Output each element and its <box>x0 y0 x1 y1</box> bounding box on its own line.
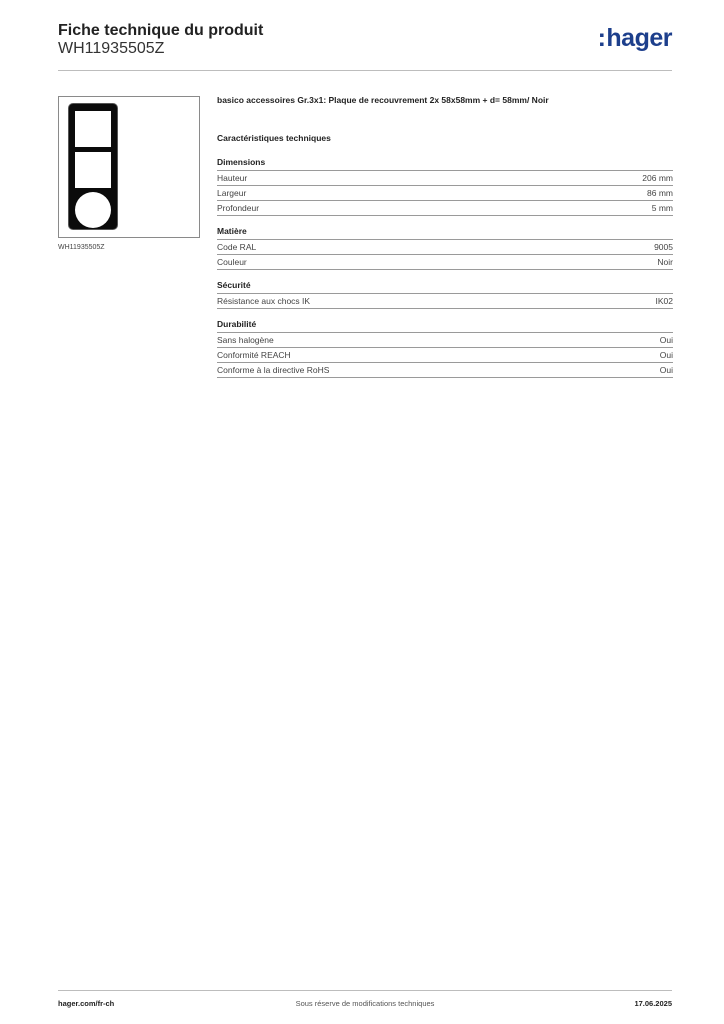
product-image <box>58 96 200 238</box>
spec-value: IK02 <box>655 296 673 306</box>
spec-row <box>217 333 673 348</box>
group-title: Matière <box>217 226 673 240</box>
spec-label: Conforme à la directive RoHS <box>217 365 330 375</box>
group-durability <box>217 319 673 378</box>
hager-logo: :hager <box>597 24 672 52</box>
spec-value: Oui <box>659 335 673 345</box>
spec-label: Sans halogène <box>217 335 274 345</box>
footer-notice: Sous réserve de modifications techniques <box>295 999 435 1008</box>
group-title: Sécurité <box>217 280 673 294</box>
spec-row <box>217 201 673 216</box>
section-heading: Caractéristiques techniques <box>217 133 331 143</box>
spec-value: Oui <box>659 365 673 375</box>
round-opening-bottom <box>75 192 111 228</box>
spec-row <box>217 240 673 255</box>
spec-row <box>217 171 673 186</box>
square-opening-middle <box>75 152 111 188</box>
footer-date: 17.06.2025 <box>634 999 672 1008</box>
spec-value: Noir <box>657 257 673 267</box>
spec-label: Conformité REACH <box>217 350 291 360</box>
spec-row <box>217 363 673 378</box>
page-footer <box>58 990 672 1015</box>
website-link[interactable]: hager.com/fr-ch <box>58 999 115 1008</box>
group-material <box>217 226 673 270</box>
group-safety <box>217 280 673 309</box>
spec-row <box>217 186 673 201</box>
spec-label: Couleur <box>217 257 247 267</box>
group-title: Durabilité <box>217 319 673 333</box>
cover-plate-illustration <box>68 103 118 230</box>
spec-label: Profondeur <box>217 203 260 213</box>
spec-value: 206 mm <box>642 173 673 183</box>
spec-value: 5 mm <box>651 203 673 213</box>
page-header <box>58 20 672 71</box>
spec-row <box>217 255 673 270</box>
product-description: basico accessoires Gr.3x1: Plaque de recouvrement 2x 58x58mm + d= 58mm/ Noir <box>217 95 549 105</box>
group-dimensions <box>217 157 673 216</box>
image-caption: WH11935505Z <box>58 244 105 251</box>
square-opening-top <box>75 111 111 147</box>
spec-label: Hauteur <box>217 173 248 183</box>
spec-row <box>217 348 673 363</box>
logo-text: hager <box>606 24 672 52</box>
product-reference: WH11935505Z <box>58 40 165 57</box>
product-details <box>217 95 673 388</box>
spec-label: Résistance aux chocs IK <box>217 296 311 306</box>
spec-row <box>217 294 673 309</box>
spec-value: Oui <box>659 350 673 360</box>
spec-value: 86 mm <box>647 188 673 198</box>
spec-value: 9005 <box>654 242 673 252</box>
spec-label: Code RAL <box>217 242 257 252</box>
document-title: Fiche technique du produit <box>58 22 264 39</box>
spec-label: Largeur <box>217 188 247 198</box>
group-title: Dimensions <box>217 157 673 171</box>
